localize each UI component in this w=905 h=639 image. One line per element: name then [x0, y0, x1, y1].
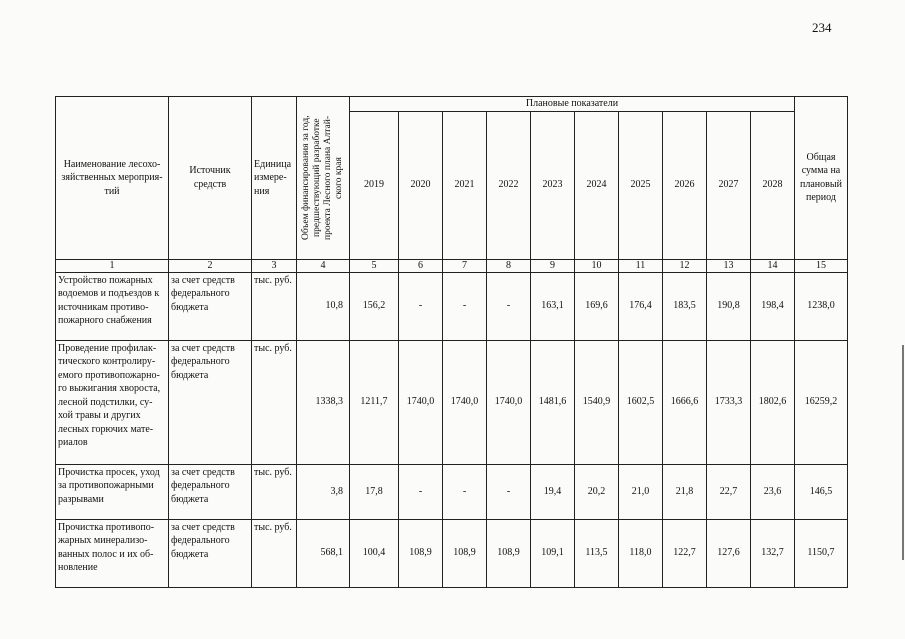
column-number: 14: [751, 259, 795, 272]
year-value-cell: -: [487, 464, 531, 519]
prev-year-value-cell: 3,8: [297, 464, 350, 519]
unit-cell: тыс. руб.: [252, 519, 297, 587]
header-prev-year-funding: Объем финансирования за год, предшествующий разработке проекта Лесного плана Алтай- ского края: [297, 97, 350, 260]
column-number: 12: [663, 259, 707, 272]
header-year: 2022: [487, 111, 531, 259]
column-number: 5: [350, 259, 399, 272]
year-value-cell: -: [399, 464, 443, 519]
year-value-cell: 132,7: [751, 519, 795, 587]
table-row: [56, 464, 848, 519]
total-value-cell: 146,5: [795, 464, 848, 519]
year-value-cell: 1602,5: [619, 340, 663, 464]
funding-source-cell: за счет средств федерального бюджета: [169, 519, 252, 587]
year-value-cell: 22,7: [707, 464, 751, 519]
year-value-cell: 118,0: [619, 519, 663, 587]
year-value-cell: 108,9: [399, 519, 443, 587]
column-number: 9: [531, 259, 575, 272]
header-year: 2027: [707, 111, 751, 259]
activity-name-cell: Проведение профилак- тического контролиру- емого противопожарно- го выжигания хвороста, лесной подстилки, су- хой травы и других лесных горючих мате- риалов: [56, 340, 169, 464]
header-year: 2024: [575, 111, 619, 259]
year-value-cell: -: [443, 464, 487, 519]
header-year: 2026: [663, 111, 707, 259]
header-year: 2023: [531, 111, 575, 259]
year-value-cell: 1740,0: [487, 340, 531, 464]
year-value-cell: 17,8: [350, 464, 399, 519]
year-value-cell: 1733,3: [707, 340, 751, 464]
column-number: 10: [575, 259, 619, 272]
unit-cell: тыс. руб.: [252, 464, 297, 519]
activity-name-cell: Прочистка противопо- жарных минерализо- ванных полос и их об- новление: [56, 519, 169, 587]
activity-name-cell: Прочистка просек, уход за противопожарными разрывами: [56, 464, 169, 519]
header-activity-name: Наименование лесохо- зяйственных мероприя- тий: [56, 97, 169, 260]
year-value-cell: 176,4: [619, 272, 663, 340]
column-number: 15: [795, 259, 848, 272]
column-number: 8: [487, 259, 531, 272]
total-value-cell: 16259,2: [795, 340, 848, 464]
table-row: [56, 340, 848, 464]
header-year: 2020: [399, 111, 443, 259]
year-value-cell: -: [399, 272, 443, 340]
year-value-cell: 1802,6: [751, 340, 795, 464]
year-value-cell: 198,4: [751, 272, 795, 340]
year-value-cell: 21,8: [663, 464, 707, 519]
year-value-cell: 1211,7: [350, 340, 399, 464]
year-value-cell: 20,2: [575, 464, 619, 519]
page-number: 234: [812, 20, 832, 35]
table-row: [56, 519, 848, 587]
year-value-cell: 21,0: [619, 464, 663, 519]
column-number: 11: [619, 259, 663, 272]
header-year: 2028: [751, 111, 795, 259]
year-value-cell: 109,1: [531, 519, 575, 587]
column-number: 7: [443, 259, 487, 272]
year-value-cell: 127,6: [707, 519, 751, 587]
year-value-cell: 1666,6: [663, 340, 707, 464]
year-value-cell: 1481,6: [531, 340, 575, 464]
funding-source-cell: за счет средств федерального бюджета: [169, 272, 252, 340]
total-value-cell: 1150,7: [795, 519, 848, 587]
header-year: 2019: [350, 111, 399, 259]
year-value-cell: 100,4: [350, 519, 399, 587]
year-value-cell: 122,7: [663, 519, 707, 587]
year-value-cell: -: [487, 272, 531, 340]
year-value-cell: 19,4: [531, 464, 575, 519]
forest-plan-table: [55, 96, 848, 588]
year-value-cell: 169,6: [575, 272, 619, 340]
scan-edge-line: [902, 345, 904, 560]
year-value-cell: 1740,0: [399, 340, 443, 464]
year-value-cell: 1740,0: [443, 340, 487, 464]
prev-year-value-cell: 10,8: [297, 272, 350, 340]
year-value-cell: 108,9: [487, 519, 531, 587]
header-planned-indicators: Плановые показатели: [350, 97, 795, 112]
year-value-cell: -: [443, 272, 487, 340]
total-value-cell: 1238,0: [795, 272, 848, 340]
prev-year-value-cell: 1338,3: [297, 340, 350, 464]
header-funding-source: Источник средств: [169, 97, 252, 260]
column-number-row: [56, 259, 848, 272]
year-value-cell: 183,5: [663, 272, 707, 340]
funding-source-cell: за счет средств федерального бюджета: [169, 464, 252, 519]
column-number: 4: [297, 259, 350, 272]
column-number: 6: [399, 259, 443, 272]
year-value-cell: 156,2: [350, 272, 399, 340]
header-unit: Единица измере- ния: [252, 97, 297, 260]
year-value-cell: 190,8: [707, 272, 751, 340]
column-number: 13: [707, 259, 751, 272]
unit-cell: тыс. руб.: [252, 340, 297, 464]
column-number: 1: [56, 259, 169, 272]
column-number: 2: [169, 259, 252, 272]
funding-source-cell: за счет средств федерального бюджета: [169, 340, 252, 464]
year-value-cell: 113,5: [575, 519, 619, 587]
year-value-cell: 108,9: [443, 519, 487, 587]
year-value-cell: 163,1: [531, 272, 575, 340]
header-total: Общая сумма на плановый период: [795, 97, 848, 260]
column-number: 3: [252, 259, 297, 272]
table-row: [56, 272, 848, 340]
year-value-cell: 1540,9: [575, 340, 619, 464]
year-value-cell: 23,6: [751, 464, 795, 519]
activity-name-cell: Устройство пожарных водоемов и подъездов к источникам противо- пожарного снабжения: [56, 272, 169, 340]
header-year: 2025: [619, 111, 663, 259]
prev-year-value-cell: 568,1: [297, 519, 350, 587]
header-year: 2021: [443, 111, 487, 259]
unit-cell: тыс. руб.: [252, 272, 297, 340]
